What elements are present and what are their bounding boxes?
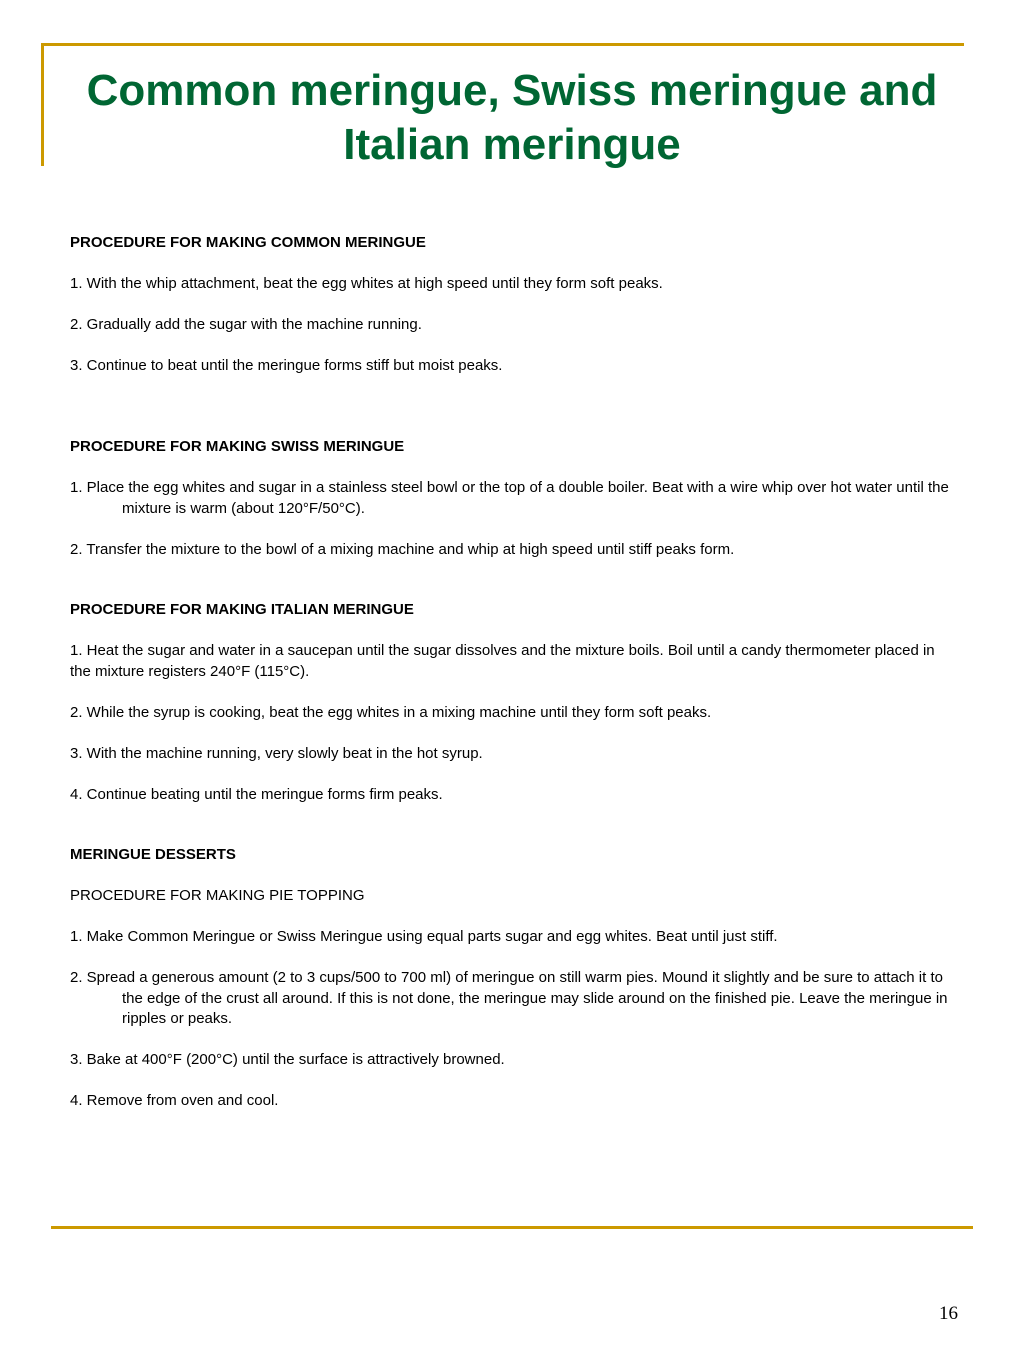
- italian-step-4: 4. Continue beating until the meringue forms firm peaks.: [70, 785, 443, 803]
- italian-step-3: 3. With the machine running, very slowly beat in the hot syrup.: [70, 744, 483, 762]
- common-step-1: 1. With the whip attachment, beat the egg whites at high speed until they form soft peaks.: [70, 275, 663, 292]
- meringue-desserts-heading: MERINGUE DESSERTS: [70, 846, 236, 863]
- pie-step-4: 4. Remove from oven and cool.: [70, 1092, 279, 1109]
- pie-topping-subheading: PROCEDURE FOR MAKING PIE TOPPING: [70, 887, 365, 904]
- pie-step-2: 2. Spread a generous amount (2 to 3 cups/500 to 700 ml) of meringue on still warm pies. Mound it slightly and be sure to attach it to the edge of the crust all around. If this is not done, the meringue may slide around on the finished pie. Leave the meringue in ripples or peaks.: [70, 969, 948, 1027]
- common-step-2: 2. Gradually add the sugar with the machine running.: [70, 316, 422, 333]
- common-meringue-heading: PROCEDURE FOR MAKING COMMON MERINGUE: [70, 234, 426, 251]
- frame-top-rule: [41, 43, 964, 46]
- pie-step-1: 1. Make Common Meringue or Swiss Meringue using equal parts sugar and egg whites. Beat until just stiff.: [70, 928, 778, 945]
- footer-rule: [51, 1226, 973, 1229]
- frame-left-rule: [41, 43, 44, 166]
- italian-meringue-heading: PROCEDURE FOR MAKING ITALIAN MERINGUE: [70, 601, 414, 618]
- pie-step-3: 3. Bake at 400°F (200°C) until the surface is attractively browned.: [70, 1051, 505, 1068]
- page-number: 16: [939, 1303, 958, 1324]
- italian-step-2: 2. While the syrup is cooking, beat the egg whites in a mixing machine until they form soft peaks.: [70, 703, 712, 721]
- swiss-step-1: 1. Place the egg whites and sugar in a stainless steel bowl or the top of a double boiler. Beat with a wire whip over hot water until the mixture is warm (about 120°F/50°C).: [70, 479, 949, 517]
- italian-step-1: 1. Heat the sugar and water in a saucepan until the sugar dissolves and the mixture boils. Boil until a candy thermometer placed in the mixture registers 240°F (115°C).: [70, 642, 935, 680]
- common-step-3: 3. Continue to beat until the meringue forms stiff but moist peaks.: [70, 357, 503, 374]
- page-title: Common meringue, Swiss meringue and Italian meringue: [86, 66, 938, 169]
- document-body: [70, 233, 950, 1112]
- swiss-step-2: 2. Transfer the mixture to the bowl of a mixing machine and whip at high speed until stiff peaks form.: [70, 540, 735, 558]
- swiss-meringue-heading: PROCEDURE FOR MAKING SWISS MERINGUE: [70, 438, 405, 455]
